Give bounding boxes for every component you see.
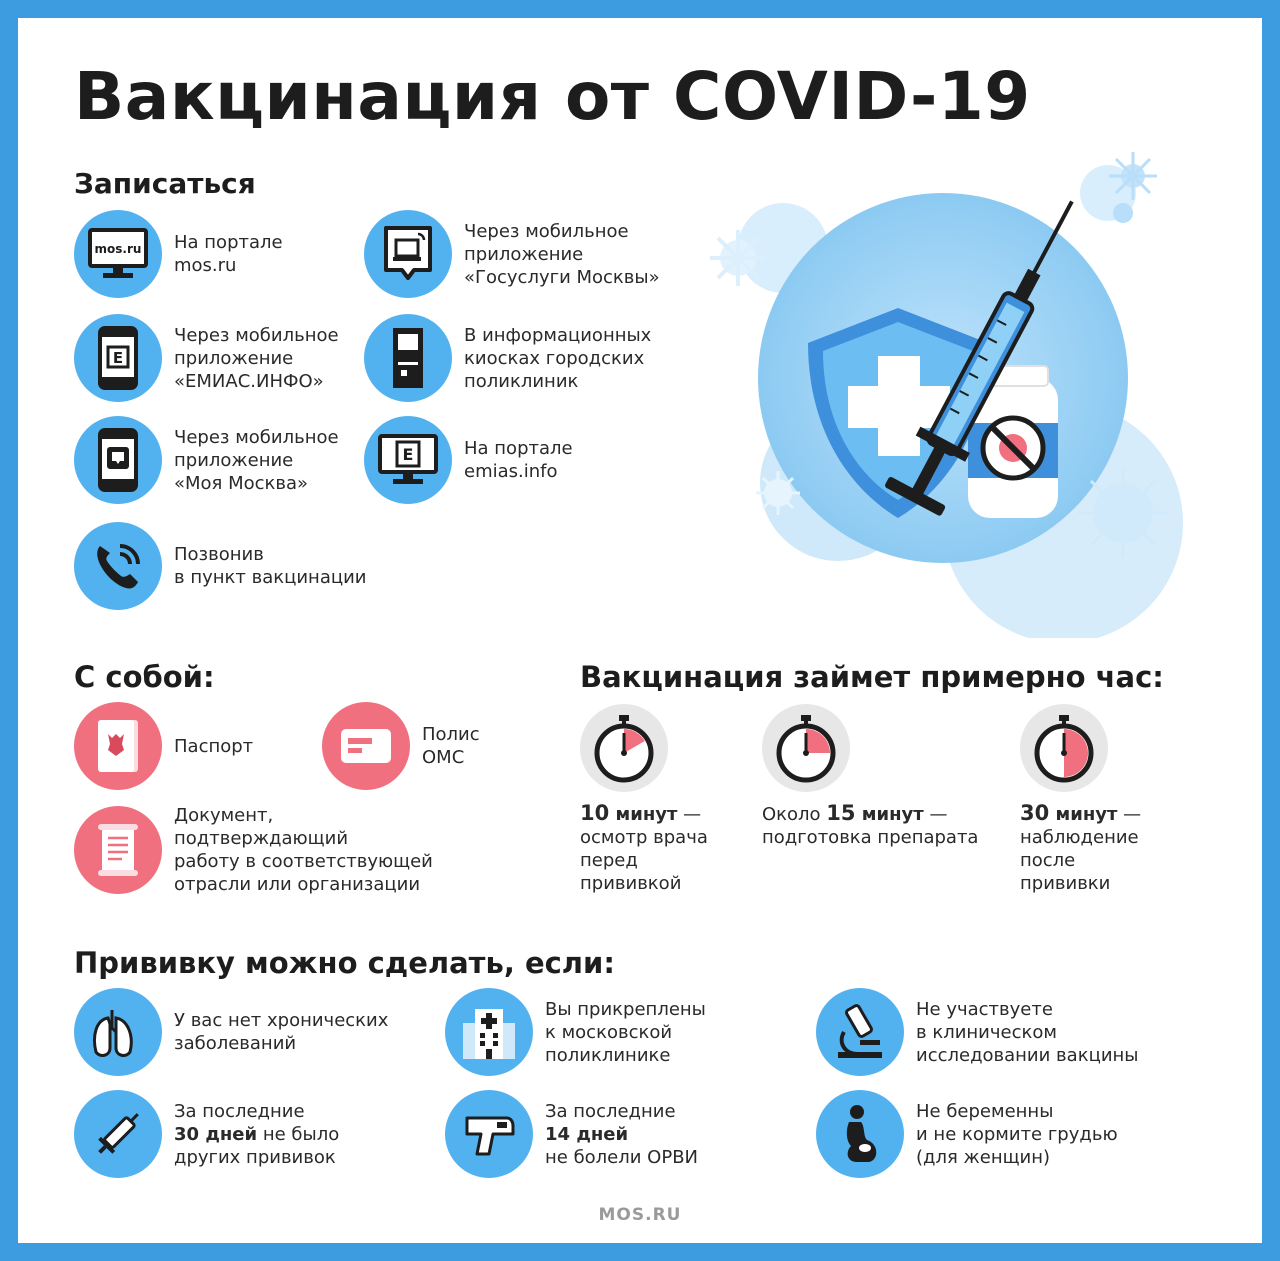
condition-no-chronic bbox=[74, 988, 388, 1076]
time-step-30-text: 30 минут — наблюдение после прививки bbox=[1020, 801, 1142, 894]
pregnant-woman-icon bbox=[816, 1090, 904, 1178]
condition-no-arvi bbox=[445, 1090, 698, 1178]
svg-text:E: E bbox=[402, 445, 414, 464]
condition-no-trial bbox=[816, 988, 1139, 1076]
signup-label-my-moscow: Через мобильное приложение «Моя Москва» bbox=[174, 426, 339, 494]
condition-clinic bbox=[445, 988, 706, 1076]
condition-label-no-chronic: У вас нет хронических заболеваний bbox=[174, 1010, 389, 1054]
time-step-30 bbox=[1020, 704, 1220, 895]
oms-card-icon bbox=[322, 702, 410, 790]
bring-label-oms: Полис ОМС bbox=[422, 724, 480, 768]
tablet-speech-icon bbox=[364, 210, 452, 298]
signup-label-phone: Позвонив в пункт вакцинации bbox=[174, 544, 367, 588]
condition-no-vaccines bbox=[74, 1090, 339, 1178]
kiosk-icon bbox=[364, 314, 452, 402]
footer-brand: MOS.RU bbox=[598, 1205, 682, 1225]
bring-passport bbox=[74, 702, 253, 790]
signup-kiosk bbox=[364, 314, 651, 402]
time-step-15 bbox=[762, 704, 992, 849]
stopwatch-icon bbox=[580, 704, 668, 792]
conditions-heading: Прививку можно сделать, если: bbox=[74, 946, 615, 980]
time-step-15-text: Около 15 минут — подготовка препарата bbox=[762, 801, 979, 848]
virus-icon-3 bbox=[1078, 468, 1168, 558]
signup-emias-portal bbox=[364, 416, 573, 504]
vaccine-illustration bbox=[678, 138, 1238, 638]
signup-label-gosuslugi: Через мобильное приложение «Госуслуги Москвы» bbox=[464, 220, 660, 288]
time-step-10-text: 10 минут — осмотр врача перед прививкой bbox=[580, 801, 708, 894]
microscope-icon bbox=[816, 988, 904, 1076]
passport-icon bbox=[74, 702, 162, 790]
lungs-icon bbox=[74, 988, 162, 1076]
condition-label-no-vaccines: За последние 30 дней не было других прививок bbox=[174, 1100, 340, 1168]
sun-virus-icon bbox=[1109, 152, 1157, 200]
signup-label-emias-portal: На портале emias.info bbox=[464, 438, 573, 482]
stopwatch-icon bbox=[762, 704, 850, 792]
monitor-text: mos.ru bbox=[94, 242, 142, 256]
time-step-10 bbox=[580, 704, 780, 895]
signup-emias-app bbox=[74, 314, 339, 402]
document-scroll-icon bbox=[74, 806, 162, 894]
signup-label-mosru: На портале mos.ru bbox=[174, 232, 283, 276]
signup-phone bbox=[74, 522, 367, 610]
phone-call-icon bbox=[74, 522, 162, 610]
phone-emias-icon bbox=[74, 314, 162, 402]
condition-label-not-pregnant: Не беременны и не кормите грудью (для женщин) bbox=[916, 1100, 1118, 1168]
time-heading: Вакцинация займет примерно час: bbox=[580, 660, 1164, 694]
bring-oms bbox=[322, 702, 480, 790]
phone-app-icon bbox=[74, 416, 162, 504]
dot-small bbox=[1113, 203, 1133, 223]
svg-text:E: E bbox=[112, 349, 124, 367]
signup-gosuslugi bbox=[364, 210, 660, 298]
stopwatch-icon bbox=[1020, 704, 1108, 792]
bring-heading: С собой: bbox=[74, 660, 215, 694]
monitor-emias-icon bbox=[364, 416, 452, 504]
virus-icon bbox=[710, 230, 766, 286]
thermometer-gun-icon bbox=[445, 1090, 533, 1178]
signup-mosru bbox=[74, 210, 283, 298]
condition-label-no-trial: Не участвуете в клиническом исследовании вакцины bbox=[916, 998, 1139, 1066]
bring-label-passport: Паспорт bbox=[174, 735, 254, 757]
signup-my-moscow bbox=[74, 416, 339, 504]
condition-label-clinic: Вы прикреплены к московской поликлинике bbox=[545, 998, 706, 1066]
signup-label-emias-app: Через мобильное приложение «ЕМИАС.ИНФО» bbox=[174, 324, 339, 392]
syringe-small-icon bbox=[74, 1090, 162, 1178]
signup-label-kiosk: В информационных киосках городских поликлиник bbox=[464, 324, 652, 392]
infographic-page bbox=[18, 18, 1262, 1243]
page-title: Вакцинация от COVID-19 bbox=[74, 58, 1031, 135]
hospital-building-icon bbox=[445, 988, 533, 1076]
signup-heading: Записаться bbox=[74, 167, 256, 200]
bring-label-document: Документ, подтверждающий работу в соответствующей отрасли или организации bbox=[174, 805, 433, 895]
monitor-icon bbox=[74, 210, 162, 298]
condition-not-pregnant bbox=[816, 1090, 1118, 1178]
bring-document bbox=[74, 804, 433, 896]
condition-label-no-arvi: За последние 14 дней не болели ОРВИ bbox=[545, 1100, 699, 1168]
